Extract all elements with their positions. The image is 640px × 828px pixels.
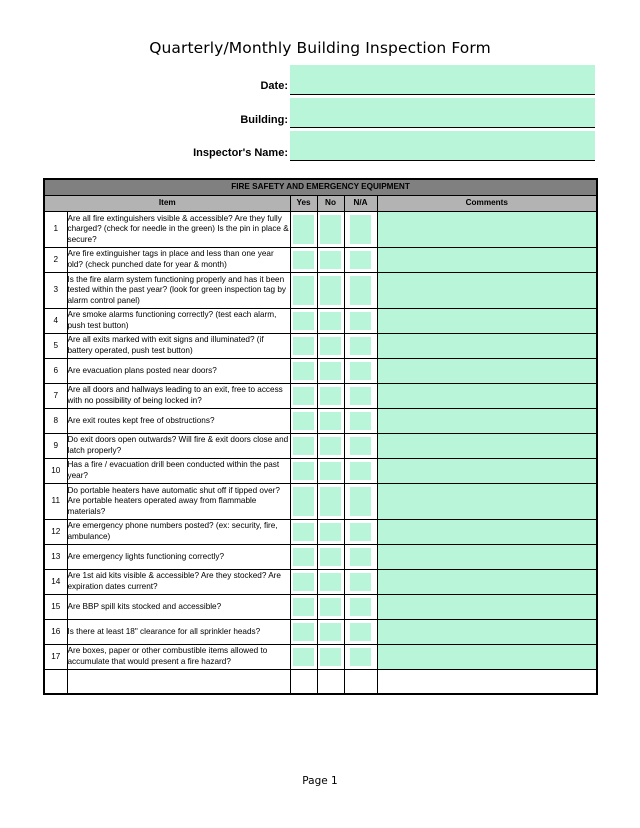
table-row [44,212,597,248]
item-number: 10 [44,459,67,484]
comments-input[interactable] [378,415,597,427]
no-cell [317,459,344,484]
item-text: Are emergency lights functioning correctly? [67,545,290,570]
na-cell [344,248,377,273]
table-row [44,595,597,620]
no-checkbox[interactable] [320,312,341,330]
yes-cell [290,545,317,570]
na-checkbox[interactable] [350,251,371,269]
comments-cell [377,309,597,334]
table-row [44,645,597,670]
no-checkbox[interactable] [320,462,341,480]
na-checkbox[interactable] [350,362,371,380]
item-text: Is there at least 18" clearance for all sprinkler heads? [67,620,290,645]
item-number: 14 [44,570,67,595]
yes-cell [290,409,317,434]
no-cell [317,334,344,359]
na-cell [344,409,377,434]
comments-input[interactable] [378,551,597,563]
na-checkbox[interactable] [350,337,371,355]
no-cell [317,359,344,384]
na-cell [344,212,377,248]
table-row [44,409,597,434]
no-cell [317,520,344,545]
yes-checkbox[interactable] [293,387,314,405]
no-cell [317,248,344,273]
form-title: Quarterly/Monthly Building Inspection Form [149,39,491,57]
comments-cell [377,520,597,545]
yes-checkbox[interactable] [293,523,314,541]
item-text: Are exit routes kept free of obstructions? [67,409,290,434]
yes-cell [290,484,317,520]
section-title: FIRE SAFETY AND EMERGENCY EQUIPMENT [44,179,597,196]
na-checkbox[interactable] [350,387,371,405]
no-cell [317,273,344,309]
comments-cell [377,459,597,484]
building-label: Building: [240,114,288,126]
no-cell [317,570,344,595]
item-number: 16 [44,620,67,645]
table-row [44,520,597,545]
comments-cell [377,334,597,359]
yes-cell [290,620,317,645]
item-text: Are evacuation plans posted near doors? [67,359,290,384]
na-cell [344,520,377,545]
table-row [44,248,597,273]
column-header-no: No [317,196,344,212]
comments-input[interactable] [378,223,597,235]
empty-yes-cell [290,670,317,694]
no-checkbox[interactable] [320,276,341,305]
na-cell [344,359,377,384]
na-checkbox[interactable] [350,412,371,430]
yes-cell [290,248,317,273]
no-checkbox[interactable] [320,412,341,430]
no-checkbox[interactable] [320,387,341,405]
yes-checkbox[interactable] [293,215,314,244]
yes-cell [290,212,317,248]
comments-input[interactable] [378,601,597,613]
item-number: 3 [44,273,67,309]
item-number: 5 [44,334,67,359]
comments-cell [377,273,597,309]
comments-cell [377,570,597,595]
empty-number-cell [44,670,67,694]
yes-cell [290,520,317,545]
table-row [44,545,597,570]
no-cell [317,545,344,570]
inspector-name-field[interactable] [290,131,595,161]
comments-cell [377,409,597,434]
no-cell [317,434,344,459]
item-number: 9 [44,434,67,459]
yes-cell [290,434,317,459]
yes-checkbox[interactable] [293,276,314,305]
comments-cell [377,484,597,520]
na-cell [344,484,377,520]
comments-cell [377,359,597,384]
table-row [44,434,597,459]
yes-checkbox[interactable] [293,437,314,455]
item-text: Are fire extinguisher tags in place and less than one year old? (check punched date for year & month) [67,248,290,273]
comments-input[interactable] [378,626,597,638]
inspector-name-label: Inspector's Name: [193,147,288,159]
comments-input[interactable] [378,526,597,538]
no-checkbox[interactable] [320,598,341,616]
no-cell [317,595,344,620]
no-cell [317,384,344,409]
page-number: Page 1 [302,775,338,787]
item-number: 13 [44,545,67,570]
item-text: Are emergency phone numbers posted? (ex: security, fire, ambulance) [67,520,290,545]
item-text: Is the fire alarm system functioning properly and has it been tested within the past year? (look for green inspection tag by alarm control panel) [67,273,290,309]
yes-cell [290,334,317,359]
item-number: 11 [44,484,67,520]
inspection-rows [44,212,597,694]
no-checkbox[interactable] [320,215,341,244]
table-row [44,334,597,359]
table-row [44,384,597,409]
comments-input[interactable] [378,390,597,402]
na-cell [344,620,377,645]
na-checkbox[interactable] [350,462,371,480]
comments-cell [377,434,597,459]
item-number: 2 [44,248,67,273]
no-cell [317,645,344,670]
item-text: Are BBP spill kits stocked and accessible? [67,595,290,620]
item-number: 6 [44,359,67,384]
empty-na-cell [344,670,377,694]
yes-cell [290,570,317,595]
comments-cell [377,545,597,570]
yes-cell [290,645,317,670]
yes-checkbox[interactable] [293,548,314,566]
no-checkbox[interactable] [320,251,341,269]
table-row [44,273,597,309]
na-cell [344,570,377,595]
empty-no-cell [317,670,344,694]
building-field[interactable] [290,98,595,128]
item-text: Are 1st aid kits visible & accessible? Are they stocked? Are expiration dates current? [67,570,290,595]
table-row [44,570,597,595]
yes-checkbox[interactable] [293,462,314,480]
no-checkbox[interactable] [320,623,341,641]
yes-checkbox[interactable] [293,251,314,269]
na-checkbox[interactable] [350,312,371,330]
comments-input[interactable] [378,340,597,352]
yes-checkbox[interactable] [293,412,314,430]
empty-comments-cell [377,670,597,694]
item-number: 4 [44,309,67,334]
na-checkbox[interactable] [350,487,371,516]
comments-input[interactable] [378,440,597,452]
no-checkbox[interactable] [320,337,341,355]
na-checkbox[interactable] [350,623,371,641]
column-header-item: Item [44,196,290,212]
date-label: Date: [260,80,288,92]
comments-cell [377,595,597,620]
no-checkbox[interactable] [320,523,341,541]
no-cell [317,409,344,434]
no-cell [317,484,344,520]
column-header-yes: Yes [290,196,317,212]
no-checkbox[interactable] [320,437,341,455]
na-checkbox[interactable] [350,523,371,541]
empty-row [44,670,597,694]
column-header-comments: Comments [377,196,597,212]
comments-input[interactable] [378,365,597,377]
item-text: Are all doors and hallways leading to an exit, free to access with no possibility of being locked in? [67,384,290,409]
yes-cell [290,384,317,409]
na-checkbox[interactable] [350,276,371,305]
date-field[interactable] [290,65,595,95]
na-cell [344,545,377,570]
comments-cell [377,645,597,670]
na-cell [344,434,377,459]
yes-cell [290,309,317,334]
item-number: 8 [44,409,67,434]
na-checkbox[interactable] [350,648,371,666]
comments-input[interactable] [378,576,597,588]
yes-checkbox[interactable] [293,337,314,355]
na-cell [344,384,377,409]
item-text: Do portable heaters have automatic shut off if tipped over? Are portable heaters operated away from flammable materials? [67,484,290,520]
yes-checkbox[interactable] [293,312,314,330]
no-checkbox[interactable] [320,548,341,566]
yes-checkbox[interactable] [293,487,314,516]
na-checkbox[interactable] [350,598,371,616]
yes-cell [290,595,317,620]
no-cell [317,212,344,248]
comments-input[interactable] [378,495,597,507]
comments-input[interactable] [378,651,597,663]
no-checkbox[interactable] [320,573,341,591]
item-text: Are all fire extinguishers visible & accessible? Are they fully charged? (check for needle in the green) Is the pin in place & secure? [67,212,290,248]
empty-item-cell [67,670,290,694]
yes-checkbox[interactable] [293,573,314,591]
no-cell [317,309,344,334]
item-text: Are all exits marked with exit signs and illuminated? (if battery operated, push test button) [67,334,290,359]
yes-cell [290,273,317,309]
no-cell [317,620,344,645]
table-row [44,359,597,384]
na-cell [344,595,377,620]
no-checkbox[interactable] [320,362,341,380]
item-text: Do exit doors open outwards? Will fire & exit doors close and latch properly? [67,434,290,459]
na-cell [344,334,377,359]
item-number: 12 [44,520,67,545]
na-cell [344,309,377,334]
na-cell [344,645,377,670]
na-checkbox[interactable] [350,573,371,591]
yes-cell [290,459,317,484]
na-cell [344,459,377,484]
column-header-na: N/A [344,196,377,212]
no-checkbox[interactable] [320,487,341,516]
item-number: 7 [44,384,67,409]
item-number: 1 [44,212,67,248]
yes-cell [290,359,317,384]
na-cell [344,273,377,309]
item-text: Are smoke alarms functioning correctly? (test each alarm, push test button) [67,309,290,334]
yes-checkbox[interactable] [293,362,314,380]
table-row [44,459,597,484]
comments-input[interactable] [378,315,597,327]
yes-checkbox[interactable] [293,623,314,641]
comments-cell [377,212,597,248]
item-text: Are boxes, paper or other combustible items allowed to accumulate that would present a fire hazard? [67,645,290,670]
comments-cell [377,384,597,409]
no-checkbox[interactable] [320,648,341,666]
yes-checkbox[interactable] [293,648,314,666]
na-checkbox[interactable] [350,437,371,455]
comments-cell [377,620,597,645]
item-number: 17 [44,645,67,670]
table-row [44,620,597,645]
comments-input[interactable] [378,254,597,266]
comments-input[interactable] [378,465,597,477]
inspection-table [43,178,598,695]
yes-checkbox[interactable] [293,598,314,616]
na-checkbox[interactable] [350,548,371,566]
table-row [44,484,597,520]
item-number: 15 [44,595,67,620]
table-row [44,309,597,334]
item-text: Has a fire / evacuation drill been conducted within the past year? [67,459,290,484]
comments-input[interactable] [378,284,597,296]
na-checkbox[interactable] [350,215,371,244]
comments-cell [377,248,597,273]
